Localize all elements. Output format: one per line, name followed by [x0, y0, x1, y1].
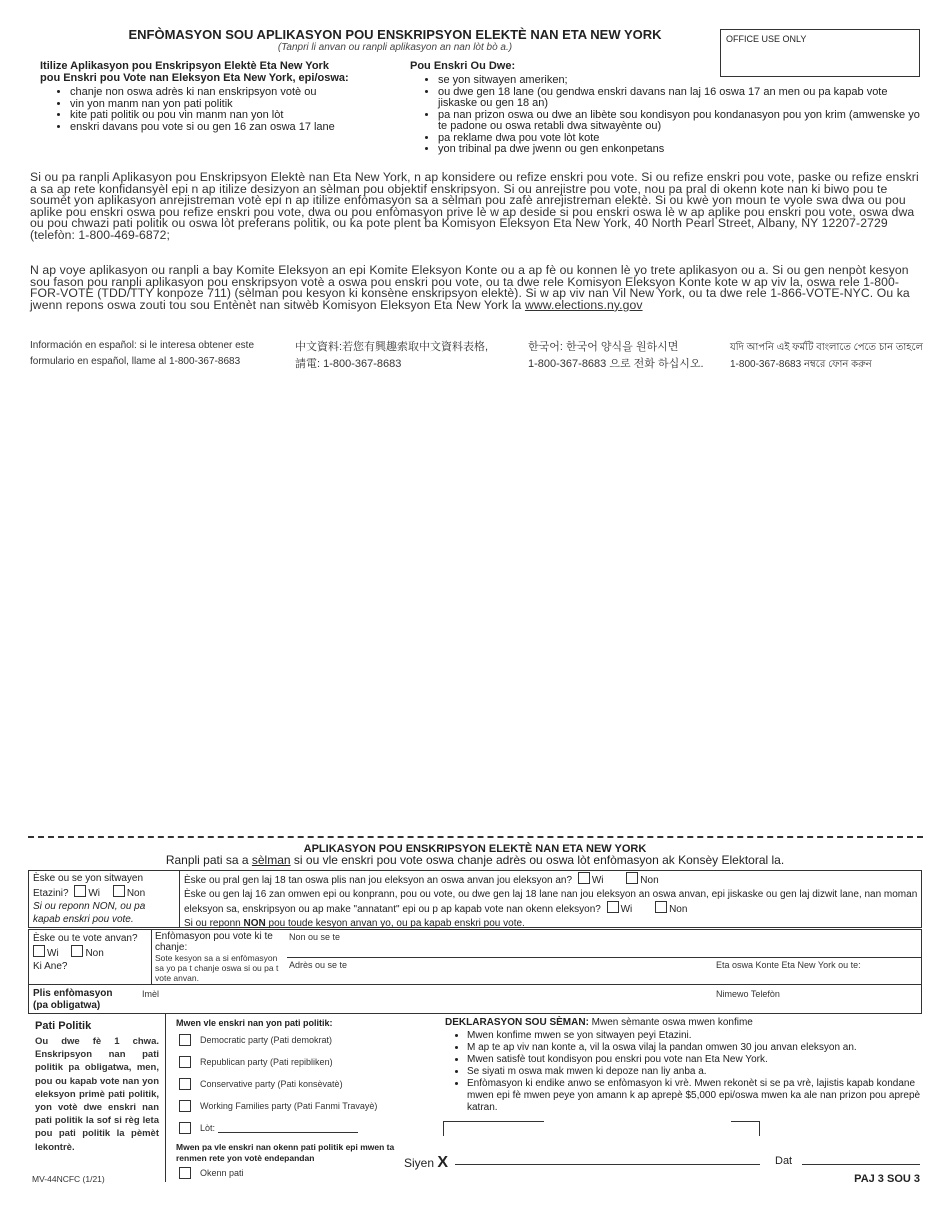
citizenship-note-1: Si ou reponn NON, ou pa [33, 901, 146, 912]
phone-field[interactable] [789, 987, 919, 1011]
party-option-democratic[interactable] [176, 1034, 406, 1046]
divider [151, 930, 152, 984]
prior-name-label: Non ou se te [289, 932, 341, 942]
processing-paragraph [30, 265, 920, 311]
party-option-other[interactable] [176, 1122, 406, 1134]
party-join-label: Mwen vle enskri nan yon pati politik: [176, 1018, 333, 1028]
office-use-label: OFFICE USE ONLY [726, 34, 807, 44]
page-title: ENFÒMASYON SOU APLIKASYON POU ENSKRIPSYON ELEKTÈ NAN ETA NEW YORK [128, 27, 662, 42]
list-item: • Enfòmasyon ki endike anwo se enfòmasyon ki vrè. Mwen rekonèt si se pa vrè, lajistis kapab kondane mwen epi fè mwen peye yon amann k ap aprepè $5,000 epi/oswa mwen ka ale nan prizon pou aprepè katran. [467, 1078, 925, 1114]
list-item: • enskri davans pou vote si ou gen 16 zan oswa 17 lane [70, 122, 400, 134]
democratic-checkbox[interactable] [179, 1034, 191, 1046]
declaration-intro: Mwen sèmante oswa mwen konfime [588, 1017, 753, 1028]
korean-line-1: 한국어: 한국어 양식을 원하시면 [528, 341, 679, 353]
sign-x-mark: X [437, 1154, 449, 1171]
signature-label [404, 1154, 448, 1172]
age-question-16: Èske ou gen laj 16 zan omwen epi ou konprann, pou ou vote, ou dwe gen laj 18 lane nan jou eleksyon an oswa anvan, epi jiskaske ou gen laj dizwit lane, nan moman eleksyon sa, enskripsyon ou ap make "annatant" epi ou p ap kapab vote nan okenn eleksyon? [184, 888, 918, 915]
prior-address-label: Adrès ou se te [289, 960, 348, 970]
usage-heading-2: pou Enskri pou Vote nan Eleksyon Eta New York, epi/oswa: [40, 72, 349, 84]
party-option-conservative[interactable] [176, 1078, 406, 1090]
form-subtitle-pre: Ranpli pati sa a [165, 853, 252, 867]
email-label: Imèl [142, 989, 160, 999]
bengali-line-2: 1-800-367-8683 নম্বরে ফোন করুন [730, 359, 872, 370]
conservative-label: Conservative party (Pati konsèvatè) [200, 1079, 343, 1089]
usage-list [40, 87, 400, 133]
age-note-pre: Si ou reponn [184, 917, 244, 929]
voted-before-label: Èske ou te vote anvan? [33, 933, 138, 944]
prior-name-field[interactable] [287, 957, 921, 958]
signature-box-corner-left [443, 1121, 544, 1136]
eligibility-heading: Pou Enskri Ou Dwe: [410, 60, 516, 72]
list-item: • Mwen satisfè tout kondisyon pou enskri pou vote nan Eta New York. [467, 1054, 925, 1066]
cut-line [28, 836, 923, 838]
korean-info [528, 339, 728, 373]
chinese-info [295, 339, 525, 373]
conservative-checkbox[interactable] [179, 1078, 191, 1090]
no-party-option-label: Okenn pati [200, 1168, 244, 1178]
voted-yes-label: Wi [47, 948, 59, 959]
other-party-checkbox[interactable] [179, 1122, 191, 1134]
date-field[interactable] [802, 1164, 920, 1165]
voted-yes-checkbox[interactable] [33, 945, 45, 957]
list-item: • pa reklame dwa pou vote lòt kote [438, 133, 925, 145]
party-option-working-families[interactable] [176, 1100, 406, 1112]
party-option-none[interactable] [176, 1167, 406, 1179]
working-families-label: Working Families party (Pati Fanmi Travayè) [200, 1101, 378, 1111]
list-item: • kite pati politik ou pou vin manm nan yon lòt [70, 110, 400, 122]
korean-line-2: 1-800-367-8683 으로 전화 하십시오. [528, 358, 704, 370]
form-subtitle-post: si ou vle enskri pou vote oswa chanje adrès ou oswa lòt enfòmasyon ak Konsèy Elektoral la. [290, 853, 785, 867]
citizen-no-label: Non [126, 888, 146, 899]
democratic-label: Democratic party (Pati demokrat) [200, 1035, 333, 1045]
age16-yes-label: Wi [620, 904, 633, 915]
sign-label-text: Siyen [404, 1156, 435, 1170]
age-note-bold: NON [243, 917, 266, 929]
age18-yes-label: Wi [591, 875, 604, 886]
age16-no-label: Non [669, 904, 688, 915]
no-party-checkbox[interactable] [179, 1167, 191, 1179]
declaration-title: DEKLARASYON SOU SÈMAN: [445, 1017, 589, 1028]
divider [179, 871, 180, 927]
prior-voting-row [28, 929, 922, 985]
citizen-yes-label: Wi [88, 888, 101, 899]
list-item: • ou dwe gen 18 lane (ou gendwa enskri davans nan laj 16 oswa 17 an men ou pa kapab vote jiskaske ou gen 18 an) [438, 87, 925, 110]
chinese-line-2: 請電: 1-800-367-8683 [295, 358, 402, 370]
other-party-label: Lòt: [200, 1123, 216, 1133]
list-item: • se yon sitwayen ameriken; [438, 75, 925, 87]
declaration-list [445, 1030, 925, 1114]
age18-no-checkbox[interactable] [626, 872, 638, 884]
eligibility-row [28, 870, 922, 928]
citizenship-question-line-1: Èske ou se yon sitwayen [33, 873, 144, 884]
list-item: • Se siyati m oswa mak mwen ki depoze nan liy anba a. [467, 1066, 925, 1078]
voted-no-checkbox[interactable] [71, 945, 83, 957]
voted-no-label: Non [85, 948, 104, 959]
party-title: Pati Politik [35, 1020, 92, 1032]
form-subtitle-underline: sèlman [251, 853, 291, 867]
age-question [184, 872, 919, 930]
form-code: MV-44NCFC (1/21) [32, 1174, 105, 1184]
processing-text: N ap voye aplikasyon ou ranpli a bay Komite Eleksyon an epi Komite Eleksyon Konte ou a ap fè ou konnen lè yo trete aplikasyon ou a. Si ou gen nenpòt kesyon sou fason pou ranpli aplikasyon pou enskripsyon votè a oswa pou enskri pou vote, ou ta dwe rele Komisyon Eleksyon Konte kote w ap viv la, oswa rele 1-800-FOR-VOTE (TDD/TTY konpoze 711) (sèlman pou kesyon ki konsène enskripsyon elektè). Si w ap viv nan Vil New York, ou ta dwe rele 1-866-VOTE-NYC. Ou ka jwenn repons oswa zouti tou sou Entènèt nan sitwèb Komisyon Eleksyon Eta New York la [30, 263, 910, 312]
list-item: • pa nan prizon oswa ou dwe an libète sou kondisyon pou kondanasyon pou yon krim (amwenske yo te padone ou oswa retabli dwa sitwayènte ou) [438, 110, 925, 133]
citizen-yes-checkbox[interactable] [74, 885, 86, 897]
party-option-republican[interactable] [176, 1056, 406, 1068]
citizen-no-checkbox[interactable] [113, 885, 125, 897]
bengali-line-1: যদি আপনি এই ফর্মটি বাংলাতে পেতে চান তাহলে [730, 342, 923, 353]
list-item: • Mwen konfime mwen se yon sitwayen peyi Etazini. [467, 1030, 925, 1042]
signature-box-corner-right [731, 1121, 760, 1136]
republican-checkbox[interactable] [179, 1056, 191, 1068]
phone-label: Nimewo Telefòn [716, 989, 780, 999]
declaration-section [445, 1017, 925, 1114]
party-note: Ou dwe fè 1 chwa. Enskripsyon nan pati politik pa obligatwa, men, pou ou kapab vote nan yon eleksyon primè pati politik, yon votè dwe enskri nan pati politik la sof si règ leta pou pati politik la pèmèt lekontrè. [35, 1036, 159, 1153]
usage-heading-1: Itilize Aplikasyon pou Enskripsyon Elektè Eta New York [40, 60, 329, 72]
age16-yes-checkbox[interactable] [607, 901, 619, 913]
prior-county-label: Eta oswa Konte Eta New York ou te: [716, 960, 861, 970]
eligibility-list [410, 75, 925, 156]
confidentiality-paragraph: Si ou pa ranpli Aplikasyon pou Enskripsyon Elektè nan Eta New York, n ap konsidere ou refize enskri pou vote. Si ou refize enskri pou vote, paske ou refize enskri a sa ap rete konfidansyèl epi n ap itilize desizyon an sèlman pou objektif enskripsyon. Si ou anrejistre pou vote, nou pa pral di okenn kote nan ki biwo pou te soumèt yon aplikasyon anrejistreman votè epi n ap itilize enfòmasyon sa a sèlman pou zafè anrejistreman elektè. Si ou kwè yon moun te vyole swa dwa ou pou aplike pou enskri oswa pou refize enskri pou vote, dwa ou pou enfòmasyon prive lè w ap deside si pou enskri oswa lè w ap aplike pou enskri pou vote, oswa dwa ou pou chwazi pati politik ou oswa lòt preferans politik, ou ka pote plent ba Komisyon Eleksyon Eta New York, 40 North Pearl Street, Albany, NY 12207-2729 (telefòn: 1-800-469-6872; [30, 170, 919, 242]
usage-section [40, 60, 400, 133]
list-item: • vin yon manm nan yon pati politik [70, 99, 400, 111]
bengali-info [730, 339, 930, 373]
citizenship-question-line-2: Etazini? [33, 888, 69, 899]
page-number: PAJ 3 SOU 3 [854, 1173, 920, 1185]
list-item: • M ap te ap viv nan konte a, vil la oswa vilaj la pandan omwen 30 jou anvan eleksyon an. [467, 1042, 925, 1054]
date-label: Dat [775, 1155, 793, 1167]
more-info-label [33, 988, 112, 1012]
prior-info-note: Sote kesyon sa a si enfòmasyon sa yo pa t chanje oswa si ou pa t vote anvan. [155, 953, 279, 983]
form-subtitle [30, 853, 920, 867]
signature-field[interactable] [455, 1164, 760, 1165]
form-title: APLIKASYON POU ENSKRIPSYON ELEKTÈ NAN ETA NEW YORK [303, 843, 647, 855]
more-info-line-1: Plis enfòmasyon [33, 988, 113, 999]
more-info-line-2: (pa obligatwa) [33, 1000, 101, 1011]
no-party-label: Mwen pa vle enskri nan okenn pati politik epi mwen ta renmen rete yon votè endepandan [176, 1142, 395, 1163]
working-families-checkbox[interactable] [179, 1100, 191, 1112]
spanish-line-1: Información en español: si le interesa obtener este [30, 340, 255, 351]
prior-info-label [155, 931, 285, 983]
party-options [176, 1018, 406, 1189]
spanish-line-2: formulario en español, llame al 1-800-367-8683 [30, 356, 241, 367]
republican-label: Republican party (Pati repibliken) [200, 1057, 333, 1067]
prior-info-title: Enfòmasyon pou vote ki te chanje: [155, 931, 273, 953]
age-question-18: Èske ou pral gen laj 18 tan oswa plis nan jou eleksyon an oswa anvan jou eleksyon an? [184, 875, 573, 886]
age18-no-label: Non [640, 875, 659, 886]
spanish-info [30, 338, 290, 370]
age16-no-checkbox[interactable] [655, 901, 667, 913]
other-party-field[interactable] [218, 1123, 358, 1133]
voted-before-question [33, 932, 153, 973]
voted-year-label: Ki Ane? [33, 961, 68, 972]
citizenship-note-2: kapab enskri pou vote. [33, 914, 134, 925]
email-field[interactable] [169, 987, 709, 1011]
page-subtitle: (Tanpri li anvan ou ranpli aplikasyon an nan lòt bò a.) [277, 42, 513, 53]
eligibility-section [410, 60, 925, 156]
elections-website-link[interactable]: www.elections.ny.gov [524, 297, 643, 312]
list-item: • yon tribinal pa dwe jwenn ou gen enkonpetans [438, 144, 925, 156]
chinese-line-1: 中文資料:若您有興趣索取中文資料表格, [295, 341, 489, 353]
list-item: • chanje non oswa adrès ki nan enskripsyon votè ou [70, 87, 400, 99]
contact-row [28, 984, 922, 1014]
age18-yes-checkbox[interactable] [578, 872, 590, 884]
age-note-post: pou toude kesyon anvan yo, ou pa kapab enskri pou vote. [265, 917, 525, 929]
citizenship-question [33, 872, 178, 926]
divider [165, 1014, 166, 1182]
